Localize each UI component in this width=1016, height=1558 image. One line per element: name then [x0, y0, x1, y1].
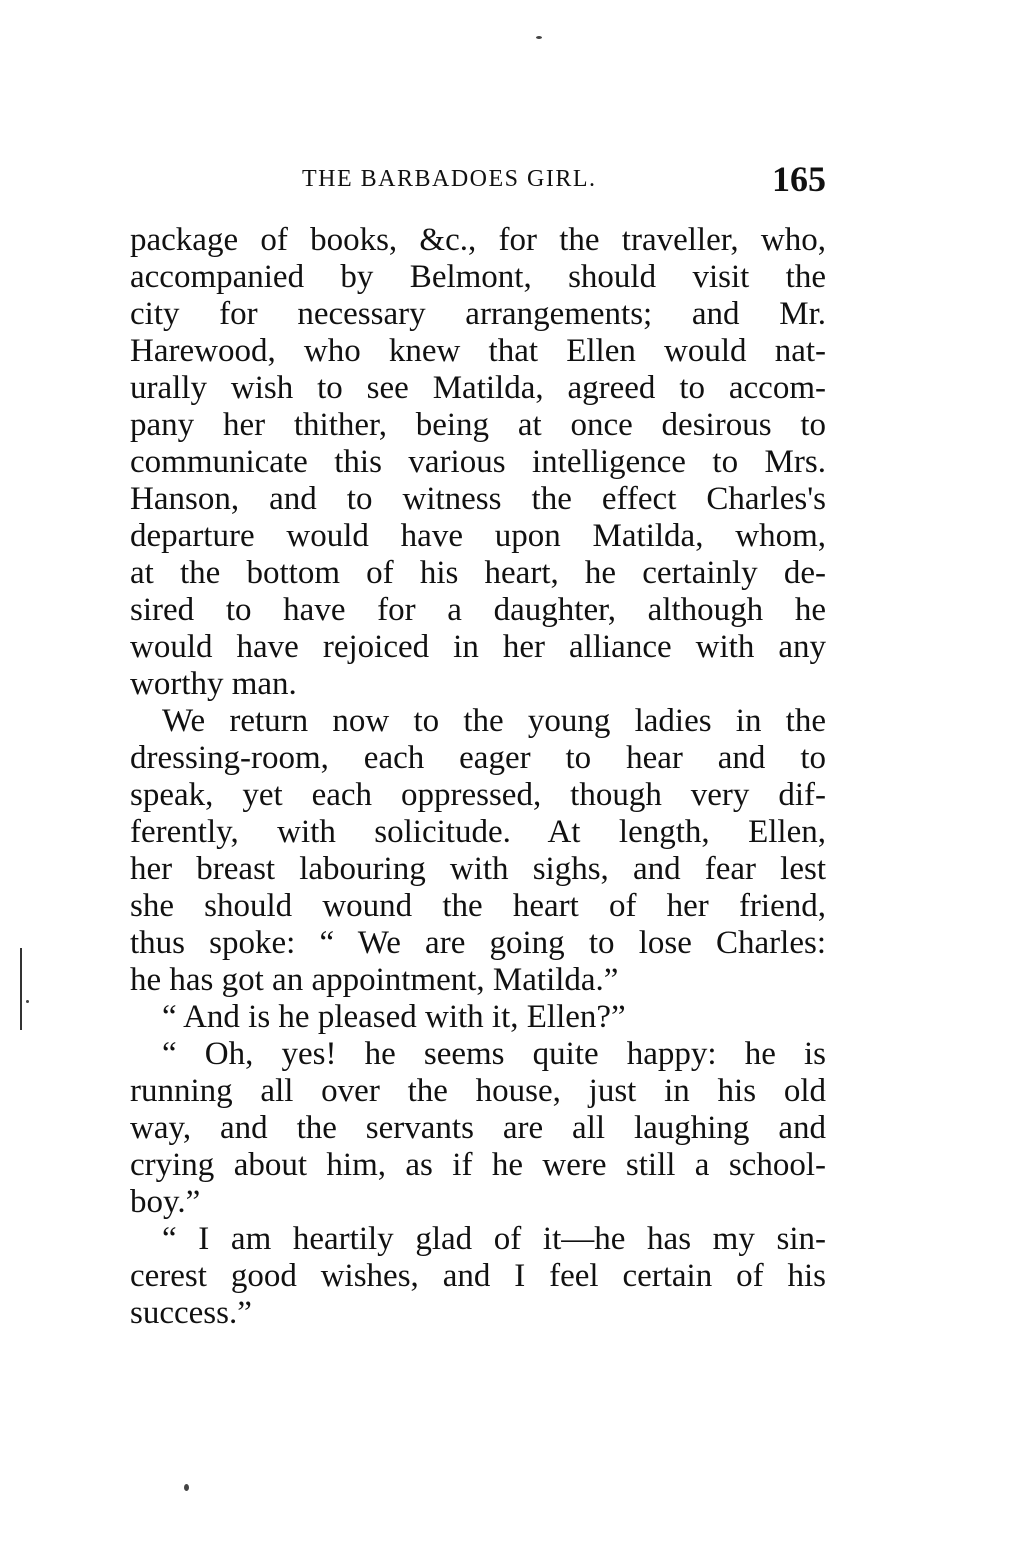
paragraph-end-line: boy.” — [130, 1184, 201, 1220]
text-line: departure would have upon Matilda, whom, — [130, 518, 826, 554]
paragraph-start-line: “ And is he pleased with it, Ellen?” — [162, 999, 626, 1035]
text-line: urally wish to see Matilda, agreed to accom- — [130, 370, 826, 406]
text-line: thus spoke: “ We are going to lose Charles: — [130, 925, 826, 961]
paragraph-start-line: We return now to the young ladies in the — [162, 703, 826, 739]
text-line: cerest good wishes, and I feel certain of his — [130, 1258, 826, 1294]
text-line: ferently, with solicitude. At length, Ellen, — [130, 814, 826, 850]
text-line: package of books, &c., for the traveller, who, — [130, 222, 826, 258]
page-number: 165 — [772, 159, 826, 199]
body-text — [130, 222, 826, 1332]
paragraph-end-line: he has got an appointment, Matilda.” — [130, 962, 619, 998]
text-line: speak, yet each oppressed, though very dif- — [130, 777, 826, 813]
paragraph-end-line: success.” — [130, 1295, 252, 1331]
text-line: running all over the house, just in his old — [130, 1073, 826, 1109]
text-line: crying about him, as if he were still a school- — [130, 1147, 826, 1183]
text-line: communicate this various intelligence to Mrs. — [130, 444, 826, 480]
text-line: her breast labouring with sighs, and fear lest — [130, 851, 826, 887]
text-line: way, and the servants are all laughing and — [130, 1110, 826, 1146]
running-head — [130, 158, 826, 198]
text-line: would have rejoiced in her alliance with any — [130, 629, 826, 665]
text-line: pany her thither, being at once desirous to — [130, 407, 826, 443]
margin-scan-mark — [20, 948, 22, 1030]
paragraph-start-line: “ I am heartily glad of it—he has my sin- — [162, 1221, 826, 1257]
text-line: sired to have for a daughter, although he — [130, 592, 826, 628]
ink-speck — [26, 1000, 29, 1003]
text-line: she should wound the heart of her friend, — [130, 888, 826, 924]
ink-speck — [184, 1484, 189, 1491]
paragraph-end-line: worthy man. — [130, 666, 297, 702]
text-line: Harewood, who knew that Ellen would nat- — [130, 333, 826, 369]
ink-speck — [536, 36, 542, 39]
running-title: THE BARBADOES GIRL. — [302, 166, 597, 192]
text-line: dressing-room, each eager to hear and to — [130, 740, 826, 776]
text-line: accompanied by Belmont, should visit the — [130, 259, 826, 295]
text-line: at the bottom of his heart, he certainly de- — [130, 555, 826, 591]
text-line: Hanson, and to witness the effect Charles's — [130, 481, 826, 517]
paragraph-start-line: “ Oh, yes! he seems quite happy: he is — [162, 1036, 826, 1072]
text-line: city for necessary arrangements; and Mr. — [130, 296, 826, 332]
